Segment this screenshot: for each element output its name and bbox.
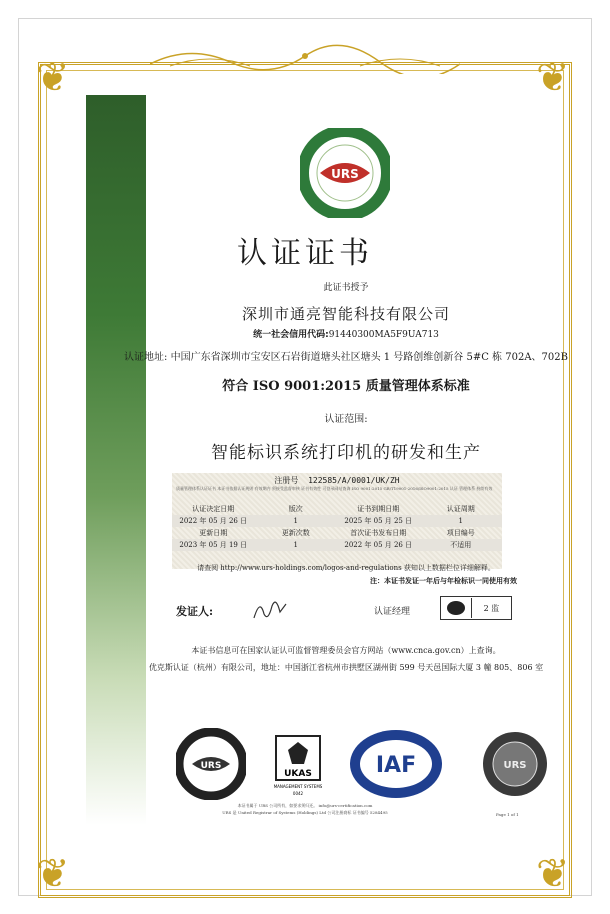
registration-table bbox=[172, 503, 502, 551]
header-cell: 认证周期 bbox=[446, 505, 475, 513]
corner-ornament-br: ❦ bbox=[536, 851, 570, 897]
footer-line-1: 本证书属于 URS 公司所有，如要求须归还。 info@urs-certification.com bbox=[237, 803, 373, 808]
manager-badge-text: 2 监 bbox=[483, 603, 500, 613]
registration-number-line bbox=[172, 475, 502, 486]
corner-ornament-bl: ❦ bbox=[36, 851, 70, 897]
iaf-label: IAF bbox=[375, 753, 417, 778]
ukas-logo bbox=[274, 734, 322, 798]
value-cell: 1 bbox=[458, 517, 463, 525]
ukas-sub: MANAGEMENT SYSTEMS bbox=[274, 784, 322, 789]
value-cell: 1 bbox=[293, 541, 298, 549]
urs-logo-text: URS bbox=[331, 167, 359, 181]
manager-stamp-icon bbox=[441, 598, 472, 618]
fine-print: 质量管理体系认证证书 本证书依据认证规则 有效期内 须接受监督审核 证书有效性 可登录网站查询 ISO 9001:2015 GB/T19001-2016/ISO9001:2015 认证 管理体系 持续有效 bbox=[176, 486, 493, 491]
ukas-number: 0042 bbox=[292, 791, 304, 796]
urs-iso-logo bbox=[176, 728, 246, 800]
manager-label: 认证经理 bbox=[374, 607, 411, 617]
address: 中国广东省深圳市宝安区石岩街道塘头社区塘头 1 号路创维创新谷 5#C 栋 702A、702B bbox=[170, 352, 568, 363]
top-ornament bbox=[150, 44, 460, 74]
header-cell: 认证决定日期 bbox=[192, 505, 235, 513]
header-cell: 首次证书发布日期 bbox=[350, 529, 407, 537]
value-cell: 2023 年 05 月 19 日 bbox=[179, 541, 248, 549]
ukas-label: UKAS bbox=[284, 769, 312, 779]
table-row bbox=[172, 527, 502, 539]
scope-label: 认证范围: bbox=[324, 414, 368, 425]
cycle-note: 注：本证书发证一年后与年检标识一同使用有效 bbox=[370, 577, 517, 585]
reg-label: 注册号 bbox=[274, 476, 299, 485]
credit-code-label: 统一社会信用代码: bbox=[253, 330, 329, 340]
footer-line-2: URS 是 United Registrar of Systems (Holdings) Ltd 公司注册商标 证书编号 5284495 bbox=[222, 810, 388, 815]
table-row bbox=[172, 539, 502, 551]
issuer-label: 发证人: bbox=[176, 605, 214, 618]
address-label: 认证地址: bbox=[124, 352, 168, 363]
table-row bbox=[172, 503, 502, 515]
company-address-info: 优克斯认证（杭州）有限公司，地址：中国浙江省杭州市拱墅区湖州街 599 号天邑国际大厦 3 幢 805、806 室 bbox=[148, 663, 544, 672]
header-cell: 证书到期日期 bbox=[357, 505, 400, 513]
url-note: 请查阅 http://www.urs-holdings.com/logos-and-regulations 获知以上数据栏位详细解释。 bbox=[197, 564, 495, 572]
header-cell: 版次 bbox=[288, 505, 303, 513]
urs-iso-center: URS bbox=[200, 761, 222, 771]
company-name: 深圳市通亮智能科技有限公司 bbox=[241, 305, 450, 323]
header-cell: 更新次数 bbox=[281, 529, 310, 537]
value-cell: 不适用 bbox=[450, 541, 472, 549]
iaf-logo bbox=[348, 728, 444, 800]
urs-logo bbox=[300, 128, 390, 218]
corner-ornament-tr: ❦ bbox=[536, 55, 570, 101]
issuer-signature bbox=[250, 594, 290, 624]
corner-ornament-tl: ❦ bbox=[36, 55, 70, 101]
manager-badge bbox=[440, 596, 512, 620]
credit-code: 91440300MA5F9UA713 bbox=[328, 330, 439, 340]
value-cell: 1 bbox=[293, 517, 298, 525]
header-cell: 项目编号 bbox=[446, 529, 475, 537]
urs-seal-logo bbox=[480, 728, 550, 800]
scope: 智能标识系统打印机的研发和生产 bbox=[211, 443, 481, 463]
credit-code-line bbox=[86, 327, 606, 340]
registration-box bbox=[172, 473, 502, 569]
granted-to-label: 此证书授予 bbox=[323, 283, 369, 293]
cnca-info: 本证书信息可在国家认证认可监督管理委员会官方网站（www.cnca.gov.cn）上查询。 bbox=[191, 646, 501, 655]
header-cell: 更新日期 bbox=[199, 529, 228, 537]
accreditation-logos bbox=[170, 728, 550, 808]
value-cell: 2025 年 05 月 25 日 bbox=[344, 517, 413, 525]
urs-seal-center: URS bbox=[503, 760, 527, 771]
reg-number: 122585/A/0001/UK/ZH bbox=[308, 476, 400, 485]
value-cell: 2022 年 05 月 26 日 bbox=[179, 517, 248, 525]
iso-label: ISO 9001 bbox=[199, 785, 223, 791]
value-cell: 2022 年 05 月 26 日 bbox=[344, 541, 413, 549]
page-number: Page 1 of 1 bbox=[496, 812, 519, 817]
address-line bbox=[86, 348, 606, 363]
standard: 符合 ISO 9001:2015 质量管理体系标准 bbox=[222, 379, 470, 394]
table-row bbox=[172, 515, 502, 527]
certificate-title: 认证证书 bbox=[237, 236, 373, 271]
